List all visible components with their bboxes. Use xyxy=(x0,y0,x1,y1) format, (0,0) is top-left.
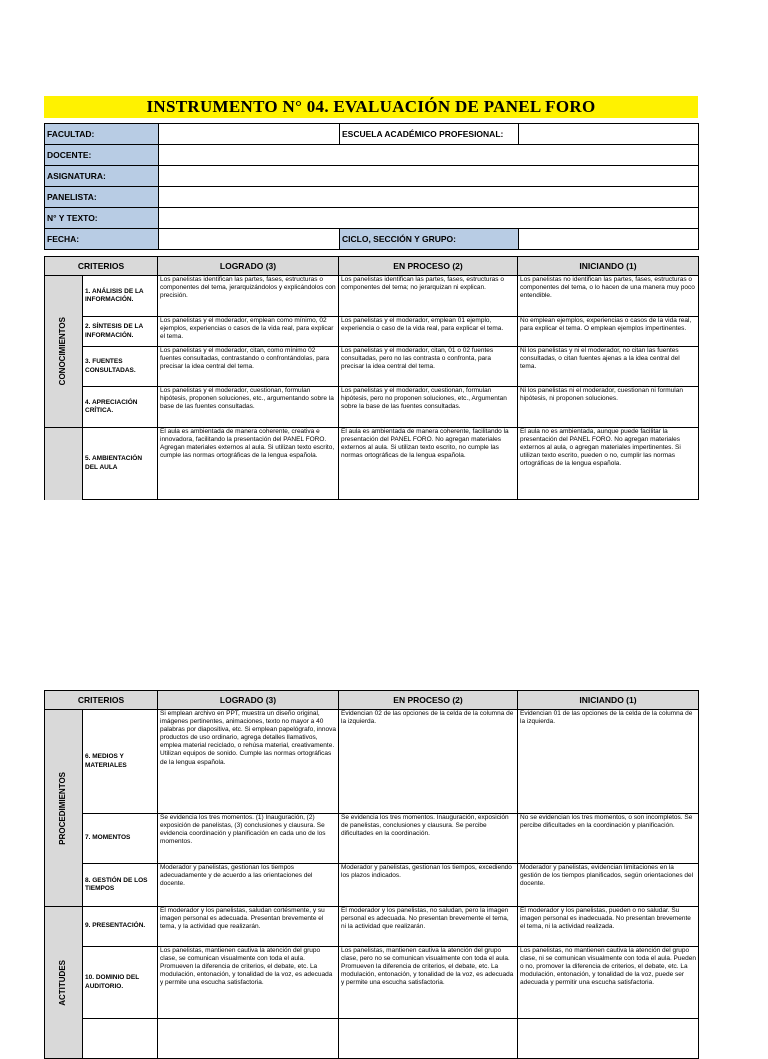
iniciando-cell: Ni los panelistas ni el moderador, cuestionan ni formulan hipótesis, ni proponen soluciones. xyxy=(518,387,699,428)
proceso-header: EN PROCESO (2) xyxy=(339,257,518,276)
logrado-cell: Se evidencia los tres momentos. (1) Inauguración, (2) exposición de panelistas, (3) conclusiones y clausura. Se evidencia coordinación y planificación en cada uno de los momentos. xyxy=(158,814,339,864)
document-title: INSTRUMENTO N° 04. EVALUACIÓN DE PANEL FORO xyxy=(44,96,698,118)
proceso-cell: Los panelistas y el moderador, emplean 01 ejemplo, experiencia o caso de la vida real, para explicar el tema. xyxy=(339,317,518,347)
criterio-cell: 4. APRECIACIÓN CRÍTICA. xyxy=(83,387,158,428)
criterio-cell: 7. MOMENTOS xyxy=(83,814,158,864)
header-form xyxy=(44,123,699,250)
proceso-cell: El aula es ambientada de manera coherente, facilitando la presentación del PANEL FORO. No agregan materiales externos al aula. Si utilizan texto escrito, no cumple las normas ortográficas de la lengua española. xyxy=(339,428,518,500)
iniciando-header: INICIANDO (1) xyxy=(518,691,699,710)
asignatura-label: ASIGNATURA: xyxy=(45,166,159,187)
proceso-cell: Evidencian 02 de las opciones de la celda de la columna de la izquierda. xyxy=(339,710,518,814)
criterio-cell: 9. PRESENTACIÓN. xyxy=(83,907,158,947)
ciclo-label: CICLO, SECCIÓN Y GRUPO: xyxy=(340,229,519,250)
facultad-field[interactable] xyxy=(159,124,340,145)
criterio-cell xyxy=(83,1019,158,1059)
logrado-cell: Los panelistas, mantienen cautiva la atención del grupo clase, se comunican visualmente con toda el aula. Promueven la diferencia de criterios, el debate, etc. La modulación, entonación, y tonalidad de la voz, es adecuada y permite una escucha satisfactoria. xyxy=(158,947,339,1019)
iniciando-cell xyxy=(518,1019,699,1059)
iniciando-cell: No emplean ejemplos, experiencias o casos de la vida real, para explicar el tema. O emplean ejemplos impertinentes. xyxy=(518,317,699,347)
iniciando-cell: Los panelistas, no mantienen cautiva la atención del grupo clase, ni se comunican visualmente con toda el aula. Pueden o no, promover la diferencia de criterios, el debate, etc. La modulación, entonación, y tonalidad de la voz, puede ser adecuada y permitir una escucha satisfactoria. xyxy=(518,947,699,1019)
criterio-cell: 6. MEDIOS Y MATERIALES xyxy=(83,710,158,814)
criterios-header: CRITERIOS xyxy=(45,257,158,276)
escuela-field[interactable] xyxy=(519,124,699,145)
criterio-cell: 5. AMBIENTACIÓN DEL AULA xyxy=(83,428,158,500)
panelista-field[interactable] xyxy=(159,187,699,208)
iniciando-cell: El aula no es ambientada, aunque puede facilitar la presentación del PANEL FORO. No agregan materiales externos al aula, o agregan materiales impertinentes. Si utilizan texto escrito, pueden o no, cumplir las normas ortográficas de la lengua española. xyxy=(518,428,699,500)
docente-label: DOCENTE: xyxy=(45,145,159,166)
iniciando-header: INICIANDO (1) xyxy=(518,257,699,276)
logrado-cell: Los panelistas y el moderador, cuestionan, formulan hipótesis, proponen soluciones, etc., argumentando sobre la base de las fuentes consultadas. xyxy=(158,387,339,428)
iniciando-cell: El moderador y los panelistas, pueden o no saludar. Su imagen personal es inadecuada. No presentan brevemente el tema, ni la actividad realizada. xyxy=(518,907,699,947)
criterio-cell: 8. GESTIÓN DE LOS TIEMPOS xyxy=(83,864,158,907)
proceso-header: EN PROCESO (2) xyxy=(339,691,518,710)
docente-field[interactable] xyxy=(159,145,699,166)
logrado-cell xyxy=(158,1019,339,1059)
group-procedimientos xyxy=(45,710,83,907)
panelista-label: PANELISTA: xyxy=(45,187,159,208)
fecha-field[interactable] xyxy=(159,229,340,250)
ciclo-field[interactable] xyxy=(519,229,699,250)
texto-label: N° Y TEXTO: xyxy=(45,208,159,229)
proceso-cell: Los panelistas y el moderador, citan, 01 o 02 fuentes consultadas, pero no las contrasta o confronta, para precisar la idea central del tema. xyxy=(339,347,518,387)
group-label: PROCEDIMIENTOS xyxy=(58,771,68,845)
group-label: CONOCIMIENTOS xyxy=(58,317,68,386)
logrado-cell: Si emplean archivo en PPT, muestra un diseño original, imágenes pertinentes, animaciones, texto no mayor a 40 palabras por diapositiva, etc. Si emplean papelógrafo, innova productos de uso ordinario, agrega detalles llamativos, emplea material reciclado, o rehúsa material, creativamente. Utilizan equipos de sonido. Cumple las normas ortográficas de la lengua española. xyxy=(158,710,339,814)
iniciando-cell: Evidencian 01 de las opciones de la celda de la columna de la izquierda. xyxy=(518,710,699,814)
group-actitudes xyxy=(45,907,83,1059)
facultad-label: FACULTAD: xyxy=(45,124,159,145)
logrado-cell: Los panelistas y el moderador, emplean como mínimo, 02 ejemplos, experiencias o casos de la vida real, para explicar el tema. xyxy=(158,317,339,347)
group-spacer xyxy=(45,428,83,500)
logrado-cell: El aula es ambientada de manera coherente, creativa e innovadora, facilitando la presentación del PANEL FORO. Agregan materiales externos al aula. Si utilizan texto escrito, cumple las normas ortográficas de la lengua española. xyxy=(158,428,339,500)
rubric-table-1 xyxy=(44,256,699,500)
criterio-cell: 10. DOMINIO DEL AUDITORIO. xyxy=(83,947,158,1019)
group-label: ACTITUDES xyxy=(58,959,68,1006)
texto-field[interactable] xyxy=(159,208,699,229)
rubric-table-2 xyxy=(44,690,699,1059)
proceso-cell: Los panelistas identifican las partes, fases, estructuras o componentes del tema; no jerarquizan ni explican. xyxy=(339,276,518,317)
logrado-cell: Los panelistas y el moderador, citan, como mínimo 02 fuentes consultadas, contrastando o confrontándolas, para precisar la idea central del tema. xyxy=(158,347,339,387)
proceso-cell: Se evidencia los tres momentos. Inauguración, exposición de panelistas, conclusiones y clausura. Se percibe dificultades en la coordinación. xyxy=(339,814,518,864)
proceso-cell: El moderador y los panelistas, no saludan, pero la imagen personal es adecuada. No presentan brevemente el tema, ni la actividad que realizarán. xyxy=(339,907,518,947)
iniciando-cell: Moderador y panelistas, evidencian limitaciones en la gestión de los tiempos planificados, según orientaciones del docente. xyxy=(518,864,699,907)
iniciando-cell: Ni los panelistas y ni el moderador, no citan las fuentes consultadas, o citan fuentes ajenas a la idea central del tema. xyxy=(518,347,699,387)
iniciando-cell: Los panelistas no identifican las partes, fases, estructuras o componentes del tema, o lo hacen de una manera muy poco entendible. xyxy=(518,276,699,317)
asignatura-field[interactable] xyxy=(159,166,699,187)
logrado-header: LOGRADO (3) xyxy=(158,257,339,276)
criterios-header: CRITERIOS xyxy=(45,691,158,710)
criterio-cell: 2. SÍNTESIS DE LA INFORMACIÓN. xyxy=(83,317,158,347)
group-conocimientos xyxy=(45,276,83,428)
fecha-label: FECHA: xyxy=(45,229,159,250)
logrado-header: LOGRADO (3) xyxy=(158,691,339,710)
proceso-cell: Moderador y panelistas, gestionan los tiempos, excediendo los plazos indicados. xyxy=(339,864,518,907)
iniciando-cell: No se evidencian los tres momentos, o son incompletos. Se percibe dificultades en la coordinación y planificación. xyxy=(518,814,699,864)
logrado-cell: Los panelistas identifican las partes, fases, estructuras o componentes del tema, jerarquizándolos y explicándolos con precisión. xyxy=(158,276,339,317)
escuela-label: ESCUELA ACADÉMICO PROFESIONAL: xyxy=(340,124,519,145)
logrado-cell: Moderador y panelistas, gestionan los tiempos adecuadamente y de acuerdo a las orientaciones del docente. xyxy=(158,864,339,907)
proceso-cell: Los panelistas y el moderador, cuestionan, formulan hipótesis, pero no proponen soluciones, etc., Argumentan sobre la base de las fuentes consultadas. xyxy=(339,387,518,428)
criterio-cell: 1. ANÁLISIS DE LA INFORMACIÓN. xyxy=(83,276,158,317)
proceso-cell: Los panelistas, mantienen cautiva la atención del grupo clase, pero no se comunican visualmente con toda el aula. Promueven la diferencia de criterios, el debate, etc. La modulación, entonación, y tonalidad de la voz, es adecuada y permite una escucha satisfactoria. xyxy=(339,947,518,1019)
logrado-cell: El moderador y los panelistas, saludan cortésmente, y su imagen personal es adecuada. Presentan brevemente el tema, y la actividad que realizarán. xyxy=(158,907,339,947)
criterio-cell: 3. FUENTES CONSULTADAS. xyxy=(83,347,158,387)
proceso-cell xyxy=(339,1019,518,1059)
